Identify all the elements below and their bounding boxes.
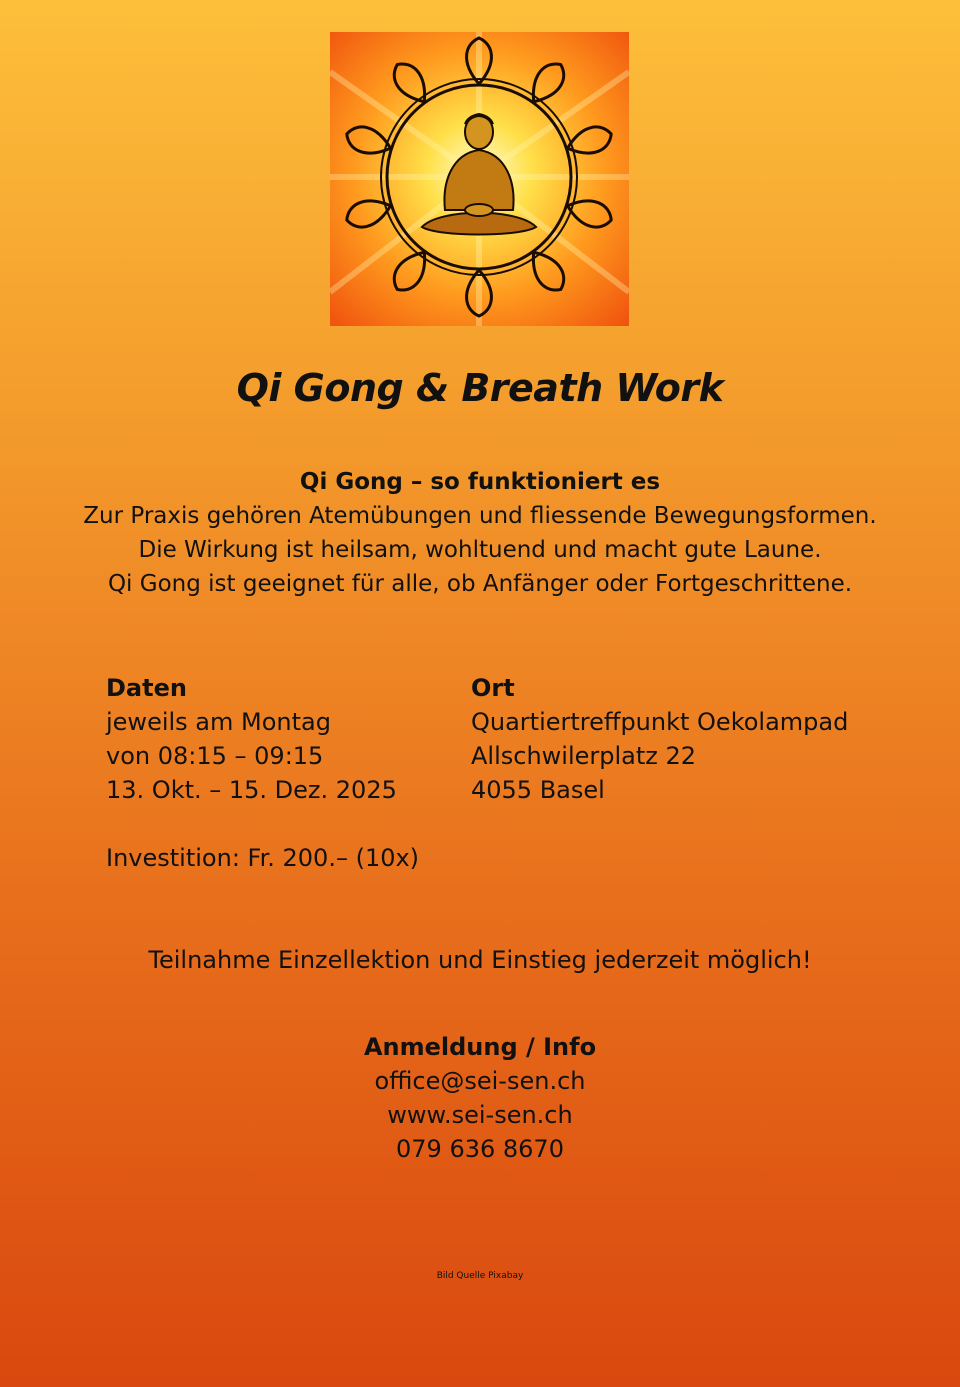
intro-heading: Qi Gong – so funktioniert es	[299, 469, 661, 495]
location-line: Quartiertreffpunkt Oekolampad	[471, 708, 849, 736]
dates-line: jeweils am Montag	[106, 708, 331, 736]
image-credit: Bild Quelle Pixabay	[436, 1271, 524, 1281]
intro-line: Die Wirkung ist heilsam, wohltuend und macht gute Laune.	[138, 537, 822, 563]
contact-website: www.sei-sen.ch	[387, 1101, 573, 1129]
intro-line: Qi Gong ist geeignet für alle, ob Anfänger oder Fortgeschrittene.	[107, 571, 853, 597]
page-title: Qi Gong & Breath Work	[236, 366, 724, 410]
dates-line: von 08:15 – 09:15	[106, 742, 324, 770]
dates-line: 13. Okt. – 15. Dez. 2025	[106, 776, 397, 804]
location-line: Allschwilerplatz 22	[471, 742, 697, 770]
participation-note: Teilnahme Einzellektion und Einstieg jederzeit möglich!	[148, 946, 812, 974]
buddha-lotus-icon	[330, 32, 629, 326]
dates-section	[106, 671, 397, 807]
contact-section	[0, 1030, 960, 1166]
contact-email: office@sei-sen.ch	[374, 1067, 586, 1095]
contact-heading: Anmeldung / Info	[363, 1033, 597, 1061]
intro-section	[0, 465, 960, 601]
contact-phone: 079 636 8670	[396, 1135, 564, 1163]
investment-text: Investition: Fr. 200.– (10x)	[106, 844, 420, 872]
location-section	[471, 671, 848, 807]
location-heading: Ort	[471, 674, 515, 702]
dates-heading: Daten	[106, 674, 187, 702]
intro-line: Zur Praxis gehören Atemübungen und fliessende Bewegungsformen.	[83, 503, 877, 529]
location-line: 4055 Basel	[471, 776, 605, 804]
